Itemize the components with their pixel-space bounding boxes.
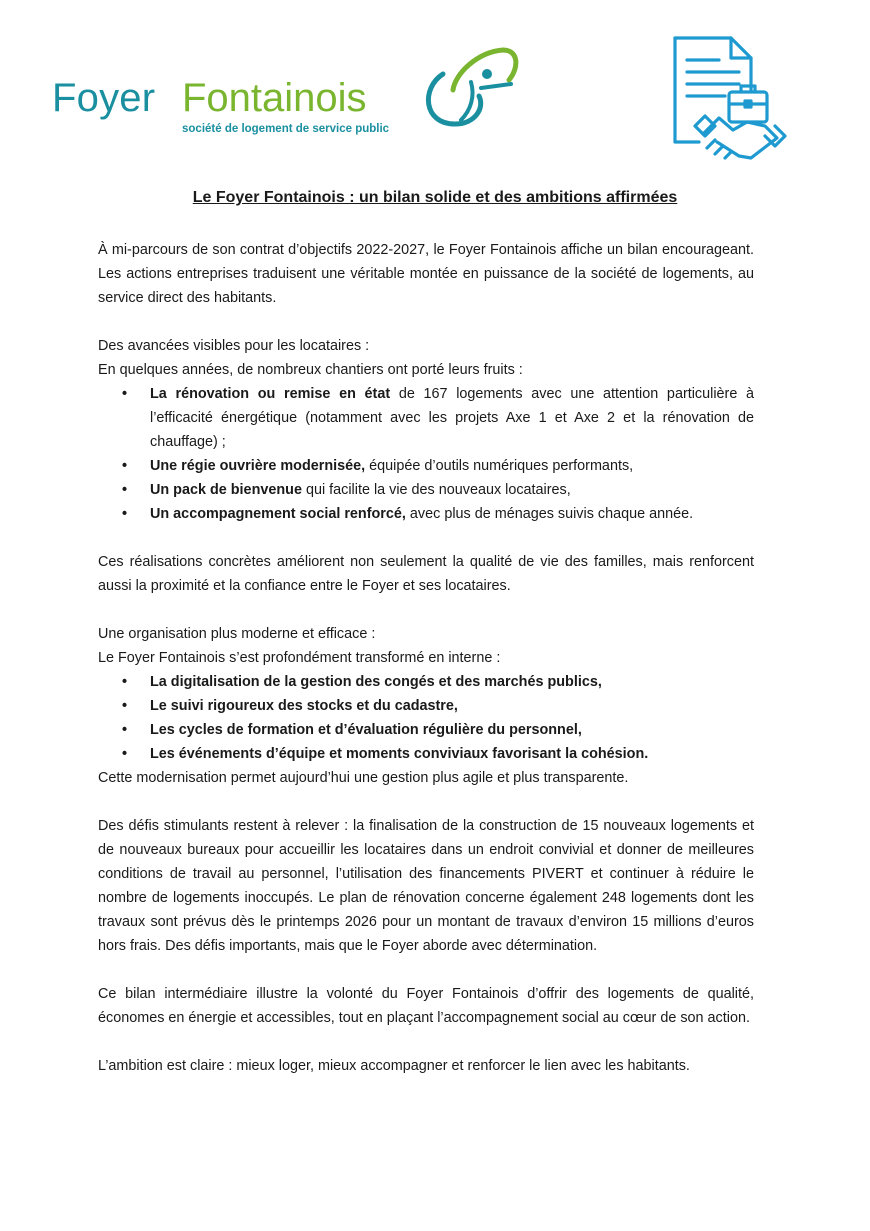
- list-item-bold: Un pack de bienvenue: [150, 482, 302, 498]
- section1-conclusion: Ces réalisations concrètes améliorent non seulement la qualité de vie des familles, mais renforcent aussi la proximité et la confiance entre le Foyer et ses locataires.: [98, 554, 754, 594]
- list-item: [98, 718, 754, 742]
- list-item-bold: La rénovation ou remise en état: [150, 386, 391, 402]
- list-item: [98, 670, 754, 694]
- list-item-bold: Les événements d’équipe et moments conviviaux favorisant la cohésion.: [150, 746, 649, 762]
- list-item-bold: Un accompagnement social renforcé,: [150, 506, 406, 522]
- page-title: Le Foyer Fontainois : un bilan solide et des ambitions affirmées: [192, 189, 678, 206]
- list-item-text: qui facilite la vie des nouveaux locataires,: [301, 482, 571, 498]
- brand-logo: [52, 44, 522, 134]
- summary-paragraph: Ce bilan intermédiaire illustre la volonté du Foyer Fontainois d’offrir des logements de qualité, économes en énergie et accessibles, tout en plaçant l’accompagnement social au cœur de son action.: [98, 986, 754, 1026]
- list-item: [98, 382, 754, 454]
- list-item-bold: Une régie ouvrière modernisée,: [150, 458, 366, 474]
- intro-paragraph: À mi-parcours de son contrat d’objectifs 2022-2027, le Foyer Fontainois affiche un bilan encourageant. Les actions entreprises traduisent une véritable montée en puissance de la société de logements, au service direct des habitants.: [98, 242, 754, 306]
- list-item: [98, 742, 754, 766]
- section2-lead: Le Foyer Fontainois s’est profondément transformé en interne :: [98, 650, 501, 666]
- foyer-swoosh-logo-icon: [415, 44, 525, 134]
- article-body: [98, 238, 754, 1078]
- section1-lead: En quelques années, de nombreux chantiers ont porté leurs fruits :: [98, 362, 523, 378]
- list-item: [98, 454, 754, 478]
- list-item: [98, 694, 754, 718]
- section1-list: [98, 382, 754, 526]
- list-item-text: équipée d’outils numériques performants,: [365, 458, 634, 474]
- list-item: [98, 478, 754, 502]
- section1-heading: Des avancées visibles pour les locataires :: [98, 338, 370, 354]
- closing-paragraph: L’ambition est claire : mieux loger, mieux accompagner et renforcer le lien avec les habitants.: [98, 1058, 690, 1074]
- logo-tagline: société de logement de service public: [182, 123, 390, 135]
- list-item-bold: Le suivi rigoureux des stocks et du cadastre,: [150, 698, 458, 714]
- section2-list: [98, 670, 754, 766]
- list-item-text: de 167 logements avec une attention particulière à l’efficacité énergétique (notamment avec les projets Axe 1 et Axe 2 et la rénovation de chauffage) ;: [150, 386, 755, 450]
- section2-conclusion: Cette modernisation permet aujourd’hui une gestion plus agile et plus transparente.: [98, 770, 629, 786]
- document-handshake-icon: [655, 30, 790, 165]
- list-item: [98, 502, 754, 526]
- challenges-paragraph: Des défis stimulants restent à relever : la finalisation de la construction de 15 nouveaux logements et de nouveaux bureaux pour accueillir les locataires dans un endroit convivial et donner de meilleures conditions de travail au personnel, l’utilisation des financements PIVERT et continuer à réduire le nombre de logements inoccupés. Le plan de rénovation concerne également 248 logements dont les travaux sont prévus dès le printemps 2026 pour un montant de travaux d’environ 15 millions d’euros hors frais. Des défis importants, mais que le Foyer aborde avec détermination.: [98, 818, 754, 954]
- section2-heading: Une organisation plus moderne et efficace :: [98, 626, 376, 642]
- logo-word-foyer: Foyer: [52, 76, 156, 120]
- logo-word-fontainois: Fontainois: [182, 76, 367, 120]
- list-item-bold: La digitalisation de la gestion des congés et des marchés publics,: [150, 674, 602, 690]
- list-item-text: avec plus de ménages suivis chaque année.: [405, 506, 694, 522]
- list-item-bold: Les cycles de formation et d’évaluation régulière du personnel,: [150, 722, 582, 738]
